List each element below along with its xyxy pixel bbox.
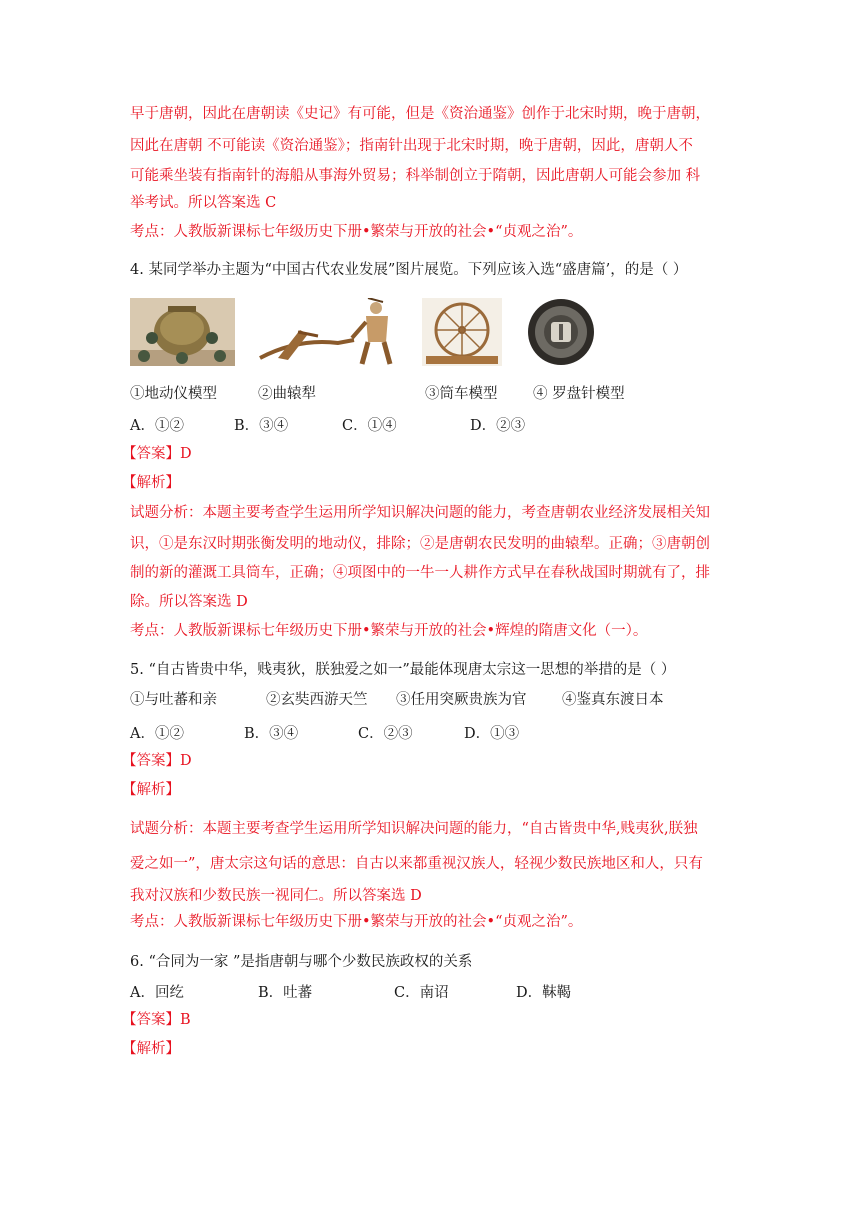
q5-option-b: B．③④ (244, 726, 299, 742)
q4-jiexi-label: 【解析】 (122, 475, 180, 491)
image-label-4: ④ 罗盘针模型 (533, 386, 625, 402)
q4-analysis-line3: 制的新的灌溉工具筒车，正确；④项图中的一牛一人耕作方式早在春秋战国时期就有了，排 (130, 565, 710, 581)
q4-option-a: A．①② (130, 418, 184, 434)
q3-analysis-line2: 因此在唐朝 不可能读《资治通鉴》；指南针出现于北宋时期，晚于唐朝，因此，唐朝人不 (130, 138, 693, 154)
q4-kaodian: 考点：人教版新课标七年级历史下册•繁荣与开放的社会•辉煌的隋唐文化（一）。 (130, 623, 648, 639)
image-label-3: ③筒车模型 (425, 386, 498, 402)
q4-analysis-line4: 除。所以答案选 D (130, 594, 248, 610)
q3-kaodian: 考点：人教版新课标七年级历史下册•繁荣与开放的社会•“贞观之治”。 (130, 224, 583, 240)
image-label-1: ①地动仪模型 (130, 386, 217, 402)
image-label-2: ②曲辕犁 (258, 386, 316, 402)
curved-plow-image (258, 298, 403, 366)
q4-option-b: B．③④ (234, 418, 289, 434)
q4-stem: 4. 某同学举办主题为“中国古代农业发展”图片展览。下列应该入选“盛唐篇’，的是（ ） (130, 262, 688, 278)
q5-choice-3: ③任用突厥贵族为官 (396, 692, 527, 708)
q5-option-c: C．②③ (358, 726, 413, 742)
water-wheel-image (422, 298, 502, 366)
q6-option-a: A．回纥 (130, 985, 184, 1001)
q6-jiexi-label: 【解析】 (122, 1041, 180, 1057)
q5-choice-2: ②玄奘西游天竺 (266, 692, 368, 708)
q6-answer: 【答案】B (122, 1012, 191, 1028)
compass-image (521, 298, 601, 366)
q3-analysis-line3: 可能乘坐装有指南针的海船从事海外贸易；科举制创立于隋朝，因此唐朝人可能会参加 科 (130, 168, 701, 184)
seismograph-image (130, 298, 235, 366)
q3-analysis-line4: 举考试。所以答案选 C (130, 195, 277, 211)
q6-option-b: B．吐蕃 (258, 985, 313, 1001)
q5-kaodian: 考点：人教版新课标七年级历史下册•繁荣与开放的社会•“贞观之治”。 (130, 914, 583, 930)
q4-analysis-line2: 识，①是东汉时期张衡发明的地动仪，排除；②是唐朝农民发明的曲辕犁。正确；③唐朝创 (130, 536, 710, 552)
q4-option-c: C．①④ (342, 418, 397, 434)
q4-answer: 【答案】D (122, 446, 192, 462)
q3-analysis-line1: 早于唐朝，因此在唐朝读《史记》有可能，但是《资治通鉴》创作于北宋时期，晚于唐朝， (130, 106, 710, 122)
q4-analysis-line1: 试题分析：本题主要考查学生运用所学知识解决问题的能力，考查唐朝农业经济发展相关知 (130, 505, 710, 521)
q5-analysis-line3: 我对汉族和少数民族一视同仁。所以答案选 D (130, 888, 422, 904)
q6-option-d: D．靺鞨 (516, 985, 572, 1001)
q5-analysis-line2: 爱之如一”，唐太宗这句话的意思：自古以来都重视汉族人，轻视少数民族地区和人，只有 (130, 856, 703, 872)
q5-analysis-line1: 试题分析：本题主要考查学生运用所学知识解决问题的能力，“自古皆贵中华,贱夷狄,朕独 (130, 821, 698, 837)
q4-option-d: D．②③ (470, 418, 526, 434)
q5-stem: 5. “自古皆贵中华，贱夷狄，朕独爱之如一”最能体现唐太宗这一思想的举措的是（ ） (130, 662, 676, 678)
q5-answer: 【答案】D (122, 753, 192, 769)
q5-option-d: D．①③ (464, 726, 520, 742)
q6-option-c: C．南诏 (394, 985, 449, 1001)
q5-option-a: A．①② (130, 726, 184, 742)
q5-choice-4: ④鉴真东渡日本 (562, 692, 664, 708)
q6-stem: 6. “合同为一家 ”是指唐朝与哪个少数民族政权的关系 (130, 954, 473, 970)
q5-jiexi-label: 【解析】 (122, 782, 180, 798)
q5-choice-1: ①与吐蕃和亲 (130, 692, 217, 708)
